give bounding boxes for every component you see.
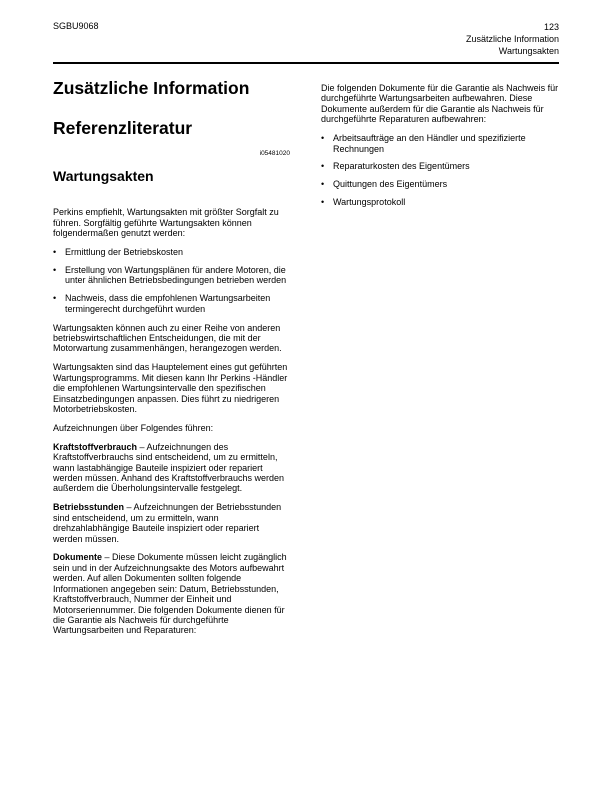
fuel-consumption-term: Kraftstoffverbrauch [53,441,138,452]
reference-title: Referenzliteratur [53,118,193,138]
header-subsection: Wartungsakten [498,46,559,56]
bullet-icon: • [321,197,325,208]
paragraph: Wartungsakten können auch zu einer Reihe von anderen betriebswirtschaftlichen Entscheidungen, die mit der Motorwartung zusammenhängen, herangezogen werden. [53,322,282,354]
list-item: • Nachweis, dass die empfohlenen Wartungsarbeiten termingerecht durchgeführt wurden [53,293,271,314]
usage-list [53,247,290,314]
paragraph: Aufzeichnungen über Folgendes führen: [53,422,214,433]
right-column [321,83,561,216]
paragraph: Die folgenden Dokumente für die Garantie als Nachweis für durchgeführte Wartungsarbeiten aufbewahren. Diese Dokumente außerdem für die Garantie als Nachweis für durchgeführte Reparaturen aufbewahren: [321,83,559,125]
header-section: Zusätzliche Information [465,34,559,44]
running-header [466,21,559,57]
documents-paragraph: Dokumente – Diese Dokumente müssen leicht zugänglich sein und in der Aufzeichnungsakte des Motors aufbewahrt werden. Auf allen Dokumenten sollten folgende Informationen angegeben sein: Datum, Betriebsstunden, Kraftstoffverbrauch, Nummer der Einheit und Motorseriennummer. Die folgenden Dokumente dienen für die Garantie als Nachweis für durchgeführte Wartungsarbeiten und Reparaturen: [53,552,287,636]
doc-code: SGBU9068 [53,21,99,31]
bullet-icon: • [53,247,57,258]
intro-paragraph: Perkins empfiehlt, Wartungsakten mit größter Sorgfalt zu führen. Sorgfältig geführte Wartungsakten können folgendermaßen genutzt werden: [53,207,279,239]
list-item: • Quittungen des Eigentümers [321,179,448,190]
left-column [53,70,290,644]
fuel-consumption-paragraph: Kraftstoffverbrauch – Aufzeichnungen des Kraftstoffverbrauchs sind entscheidend, um zu ermitteln, wann lastabhängige Bauteile inspiziert oder repariert werden müssen. Anhand des Kraftstoffverbrauchs werden außerdem die Überholungsintervalle festgelegt. [53,441,284,494]
list-item: • Arbeitsaufträge an den Händler und spezifizierte Rechnungen [321,133,526,154]
bullet-icon: • [321,133,325,144]
section-heading: Wartungsakten [53,168,154,185]
list-item: • Erstellung von Wartungsplänen für andere Motoren, die unter ähnlichen Betriebsbedingungen betrieben werden [53,265,287,286]
documents-list [321,133,561,208]
documents-term: Dokumente [53,552,103,563]
list-item: • Reparaturkosten des Eigentümers [321,161,470,172]
operating-hours-paragraph: Betriebsstunden – Aufzeichnungen der Betriebsstunden sind entscheidend, um zu ermitteln, wann drehzahlabhängige Bauteile inspiziert oder repariert werden müssen. [53,502,282,544]
bullet-icon: • [321,179,325,190]
page-number: 123 [543,22,559,32]
list-item: • Ermittlung der Betriebskosten [53,247,184,258]
operating-hours-term: Betriebsstunden [53,502,125,513]
list-item: • Wartungsprotokoll [321,197,406,208]
document-id: i05481020 [259,150,290,157]
paragraph: Wartungsakten sind das Hauptelement eines gut geführten Wartungsprogramms. Mit diesen kann Ihr Perkins -Händler die empfohlenen Wartungsintervalle den spezifischen Einsatzbedingungen anpassen. Dies führt zu niedrigeren Motorbetriebskosten. [53,362,288,414]
chapter-title: Zusätzliche Information [53,78,250,98]
header-rule [53,62,559,64]
bullet-icon: • [321,161,325,172]
bullet-icon: • [53,293,57,304]
bullet-icon: • [53,265,57,276]
